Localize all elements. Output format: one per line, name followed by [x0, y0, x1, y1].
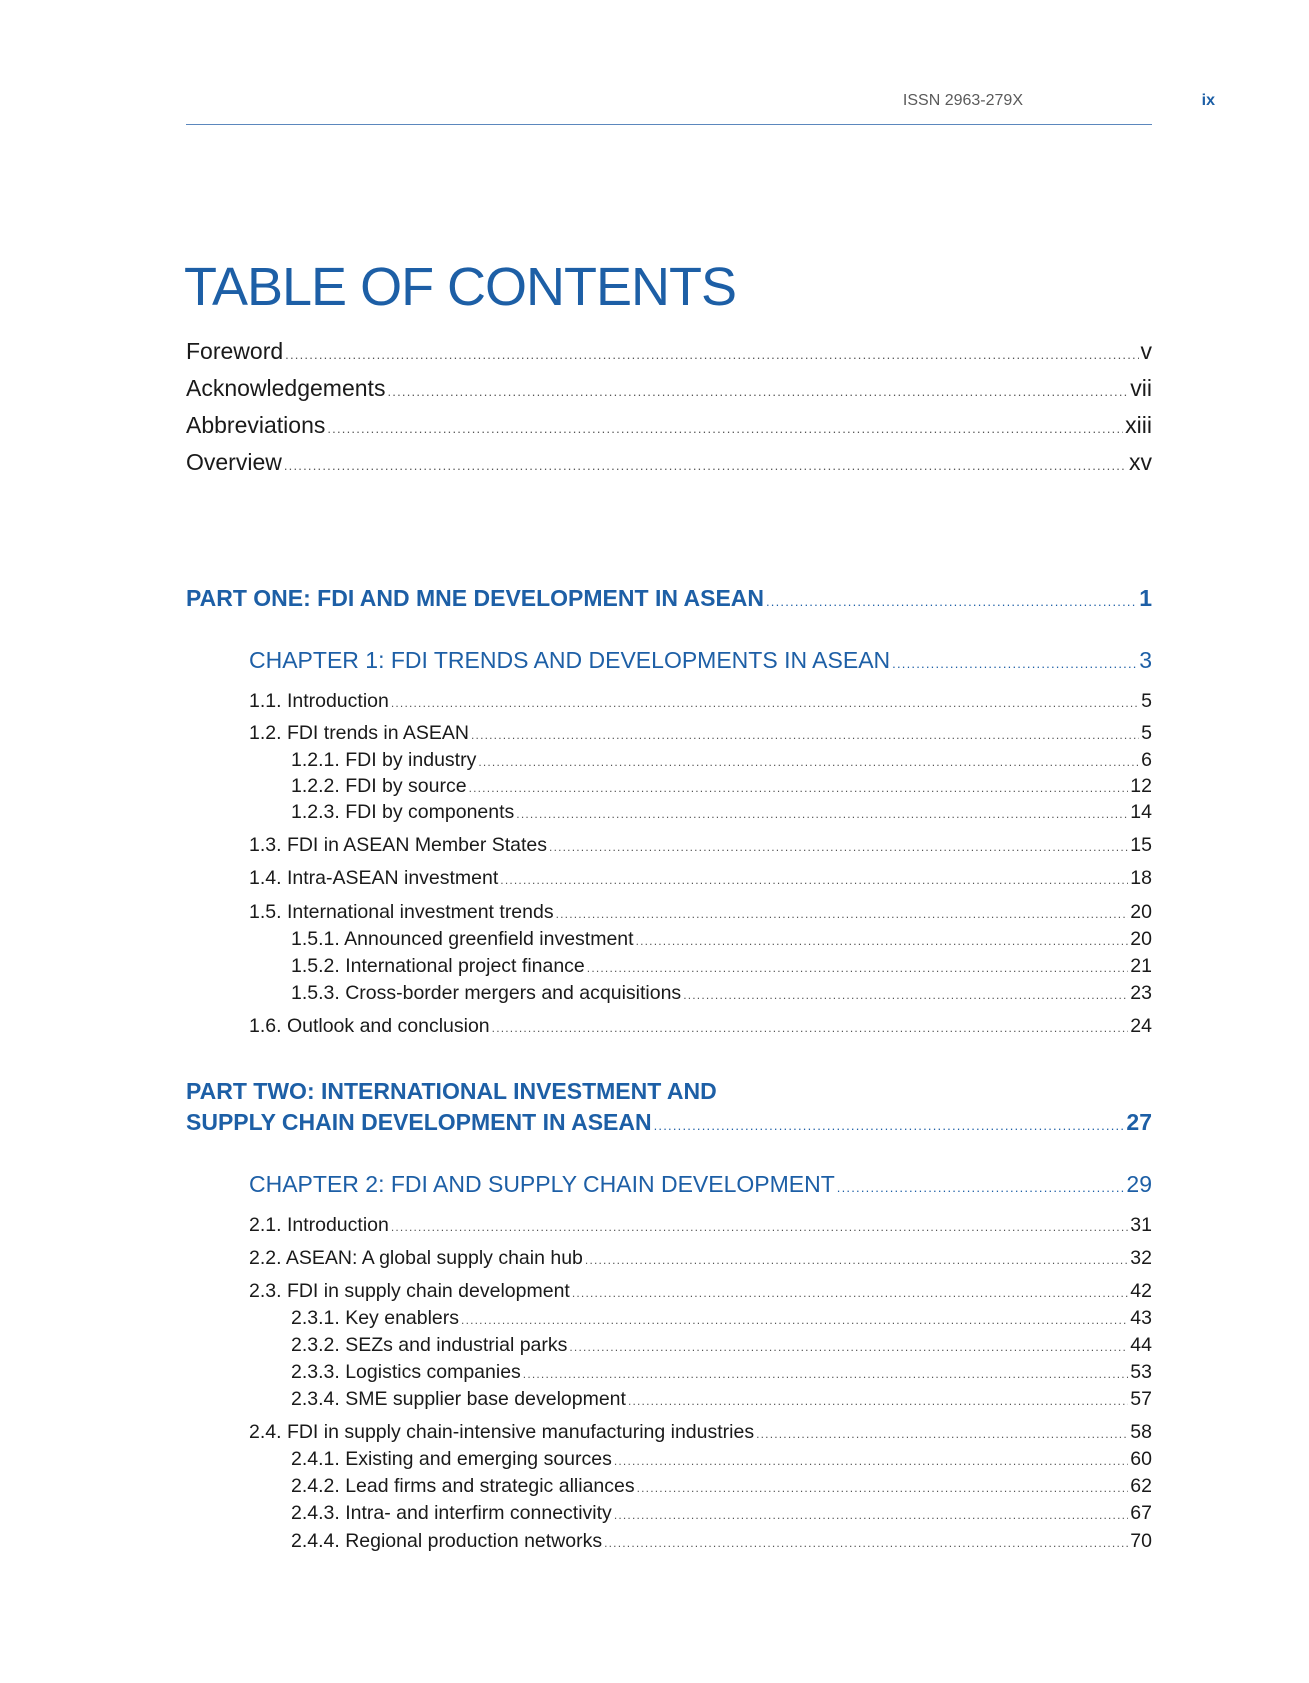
- toc-entry-acknowledgements[interactable]: [186, 375, 1152, 402]
- toc-section-page: 15: [1130, 834, 1152, 856]
- toc-subsection[interactable]: [291, 801, 1152, 824]
- toc-section-label: 2.3.4. SME supplier base development: [291, 1388, 626, 1410]
- toc-section[interactable]: [249, 690, 1152, 713]
- toc-subsection[interactable]: [291, 775, 1152, 798]
- toc-entry-overview[interactable]: [186, 449, 1152, 476]
- toc-section-page: 23: [1130, 982, 1152, 1004]
- toc-subsection[interactable]: [291, 1530, 1152, 1553]
- toc-section-label: 2.3.3. Logistics companies: [291, 1361, 521, 1383]
- toc-section-label: 2.3.2. SEZs and industrial parks: [291, 1334, 568, 1356]
- toc-part-page: 27: [1126, 1109, 1152, 1135]
- toc-section-label: 1.5.3. Cross-border mergers and acquisitions: [291, 982, 682, 1004]
- toc-section-label: 2.4.2. Lead firms and strategic alliances: [291, 1475, 635, 1497]
- toc-entry-label: Acknowledgements: [186, 375, 386, 401]
- issn-label: ISSN 2963-279X: [902, 92, 1023, 109]
- toc-entry-page: xiii: [1125, 412, 1152, 438]
- toc-section-page: 67: [1130, 1502, 1152, 1524]
- dot-leader: [469, 781, 1129, 795]
- toc-section-label: 2.3.1. Key enablers: [291, 1307, 460, 1329]
- toc-section-label: 1.2.1. FDI by industry: [291, 749, 477, 771]
- toc-section-label: 2.4. FDI in supply chain-intensive manufacturing industries: [249, 1421, 755, 1443]
- toc-chapter-1[interactable]: [249, 647, 1152, 674]
- dot-leader: [628, 1394, 1128, 1408]
- toc-subsection[interactable]: [291, 1388, 1152, 1411]
- dot-leader: [492, 1021, 1129, 1035]
- toc-subsection[interactable]: [291, 1307, 1152, 1330]
- toc-section[interactable]: [249, 1421, 1152, 1444]
- toc-section-page: 5: [1141, 722, 1152, 744]
- toc-section-label: 1.2. FDI trends in ASEAN: [249, 722, 470, 744]
- toc-section-page: 43: [1130, 1307, 1152, 1329]
- dot-leader: [391, 696, 1139, 710]
- dot-leader: [654, 1118, 1125, 1133]
- toc-section-page: 60: [1130, 1448, 1152, 1470]
- toc-entry-abbreviations[interactable]: [186, 412, 1152, 439]
- toc-section-page: 57: [1130, 1388, 1152, 1410]
- toc-section-page: 20: [1130, 928, 1152, 950]
- dot-leader: [478, 755, 1139, 769]
- toc-section-page: 20: [1130, 901, 1152, 923]
- toc-chapter-2[interactable]: [249, 1171, 1152, 1198]
- toc-chapter-label: CHAPTER 1: FDI TRENDS AND DEVELOPMENTS IN ASEAN: [249, 647, 891, 673]
- dot-leader: [285, 347, 1138, 362]
- toc-section-label: 2.4.1. Existing and emerging sources: [291, 1448, 612, 1470]
- toc-section-page: 12: [1130, 775, 1152, 797]
- toc-entry-label: Foreword: [186, 338, 284, 364]
- page-title: TABLE OF CONTENTS: [184, 257, 737, 317]
- toc-chapter-page: 29: [1126, 1171, 1152, 1197]
- toc-section-label: 2.4.3. Intra- and interfirm connectivity: [291, 1502, 612, 1524]
- toc-subsection[interactable]: [291, 1475, 1152, 1498]
- toc-section-page: 62: [1130, 1475, 1152, 1497]
- toc-section[interactable]: [249, 834, 1152, 857]
- toc-section-label: 2.1. Introduction: [249, 1214, 389, 1236]
- toc-entry-page: v: [1140, 338, 1152, 364]
- toc-section-page: 21: [1130, 955, 1152, 977]
- toc-part-label: SUPPLY CHAIN DEVELOPMENT IN ASEAN: [186, 1109, 652, 1135]
- toc-section-label: 1.5.1. Announced greenfield investment: [291, 928, 634, 950]
- toc-subsection[interactable]: [291, 928, 1152, 951]
- toc-part-two[interactable]: [186, 1109, 1152, 1136]
- toc-section-label: 2.4.4. Regional production networks: [291, 1530, 603, 1552]
- toc-section-page: 53: [1130, 1361, 1152, 1383]
- dot-leader: [614, 1454, 1128, 1468]
- header-divider: [186, 124, 1152, 125]
- toc-section-label: 2.2. ASEAN: A global supply chain hub: [249, 1247, 583, 1269]
- toc-section-label: 1.3. FDI in ASEAN Member States: [249, 834, 548, 856]
- toc-entry-page: xv: [1129, 449, 1152, 475]
- toc-section-page: 5: [1141, 690, 1152, 712]
- dot-leader: [587, 961, 1129, 975]
- toc-chapter-label: CHAPTER 2: FDI AND SUPPLY CHAIN DEVELOPMENT: [249, 1171, 835, 1197]
- dot-leader: [516, 807, 1128, 821]
- toc-section-page: 24: [1130, 1015, 1152, 1037]
- dot-leader: [471, 728, 1139, 742]
- toc-section[interactable]: [249, 901, 1152, 924]
- toc-section-page: 31: [1130, 1214, 1152, 1236]
- dot-leader: [500, 873, 1128, 887]
- toc-entry-foreword[interactable]: [186, 338, 1152, 365]
- toc-section[interactable]: [249, 867, 1152, 890]
- toc-section-label: 1.2.3. FDI by components: [291, 801, 515, 823]
- toc-section-page: 14: [1130, 801, 1152, 823]
- dot-leader: [614, 1508, 1128, 1522]
- toc-entry-page: vii: [1130, 375, 1152, 401]
- toc-part-label: PART ONE: FDI AND MNE DEVELOPMENT IN ASEAN: [186, 585, 764, 611]
- dot-leader: [756, 1427, 1128, 1441]
- dot-leader: [572, 1286, 1128, 1300]
- toc-part-page: 1: [1139, 585, 1152, 611]
- toc-subsection[interactable]: [291, 1502, 1152, 1525]
- dot-leader: [523, 1367, 1129, 1381]
- toc-section-page: 44: [1130, 1334, 1152, 1356]
- toc-section-label: 2.3. FDI in supply chain development: [249, 1280, 570, 1302]
- toc-entry-label: Abbreviations: [186, 412, 326, 438]
- toc-chapter-page: 3: [1139, 647, 1152, 673]
- toc-section[interactable]: [249, 1214, 1152, 1237]
- dot-leader: [327, 421, 1123, 436]
- toc-entry-label: Overview: [186, 449, 282, 475]
- toc-subsection[interactable]: [291, 1448, 1152, 1471]
- dot-leader: [461, 1313, 1128, 1327]
- dot-leader: [637, 1481, 1129, 1495]
- toc-subsection[interactable]: [291, 1361, 1152, 1384]
- toc-subsection[interactable]: [291, 1334, 1152, 1357]
- toc-section-label: 1.5. International investment trends: [249, 901, 554, 923]
- toc-section-page: 32: [1130, 1247, 1152, 1269]
- dot-leader: [837, 1180, 1125, 1195]
- dot-leader: [549, 840, 1128, 854]
- toc-section[interactable]: [249, 1280, 1152, 1303]
- dot-leader: [766, 594, 1137, 609]
- dot-leader: [585, 1253, 1128, 1267]
- dot-leader: [683, 988, 1128, 1002]
- dot-leader: [636, 934, 1129, 948]
- toc-section-label: 1.6. Outlook and conclusion: [249, 1015, 490, 1037]
- dot-leader: [892, 656, 1137, 671]
- toc-section-page: 18: [1130, 867, 1152, 889]
- toc-section-label: 1.5.2. International project finance: [291, 955, 585, 977]
- toc-section[interactable]: [249, 1247, 1152, 1270]
- dot-leader: [556, 907, 1129, 921]
- toc-section-label: 1.2.2. FDI by source: [291, 775, 467, 797]
- toc-section[interactable]: [249, 1015, 1152, 1038]
- dot-leader: [284, 458, 1127, 473]
- dot-leader: [387, 384, 1128, 399]
- dot-leader: [569, 1340, 1128, 1354]
- page-number: ix: [1201, 92, 1215, 109]
- toc-section-page: 6: [1141, 749, 1152, 771]
- toc-section-label: 1.1. Introduction: [249, 690, 389, 712]
- toc-section-label: 1.4. Intra-ASEAN investment: [249, 867, 499, 889]
- dot-leader: [604, 1536, 1128, 1550]
- dot-leader: [391, 1220, 1128, 1234]
- page-header: [186, 88, 1215, 126]
- toc-section-page: 58: [1130, 1421, 1152, 1443]
- toc-section-page: 42: [1130, 1280, 1152, 1302]
- toc-section-page: 70: [1130, 1530, 1152, 1552]
- toc-part-one[interactable]: [186, 585, 1152, 612]
- toc-part-two-line1: PART TWO: INTERNATIONAL INVESTMENT AND: [186, 1078, 717, 1104]
- toc-subsection[interactable]: [291, 955, 1152, 978]
- toc-section[interactable]: [249, 722, 1152, 745]
- toc-subsection[interactable]: [291, 982, 1152, 1005]
- toc-subsection[interactable]: [291, 749, 1152, 772]
